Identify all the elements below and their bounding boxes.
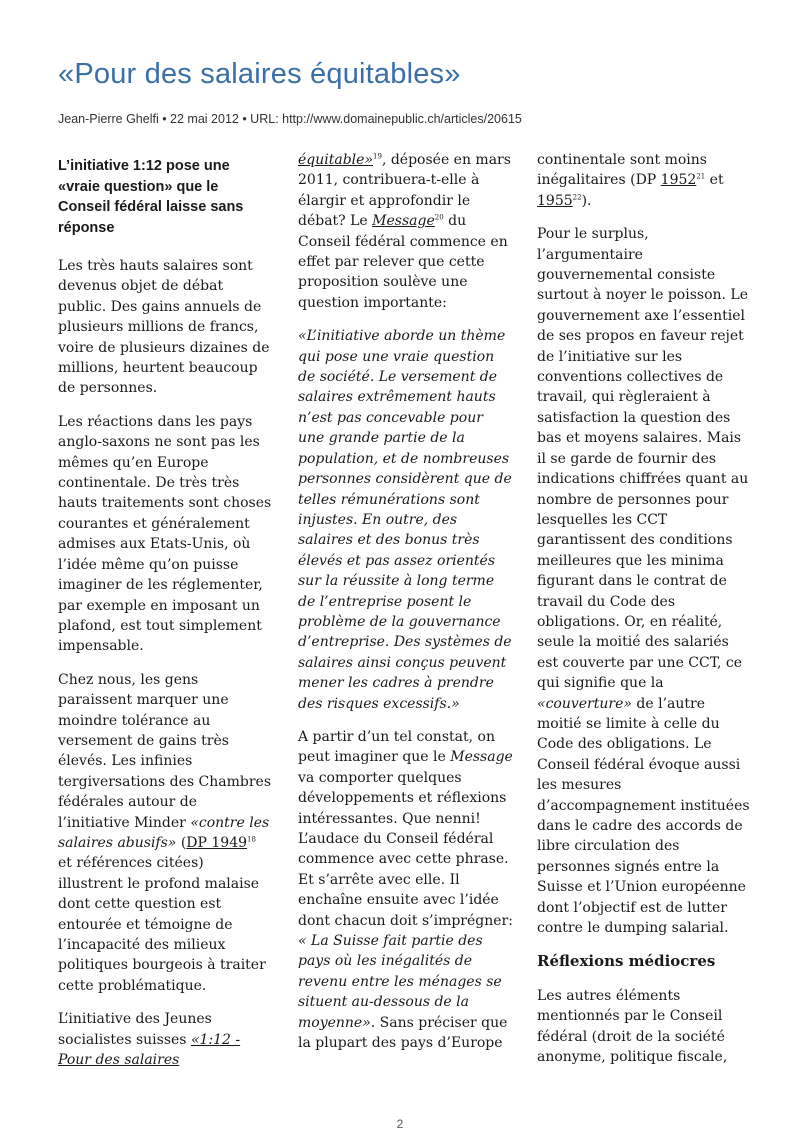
paragraph: Les autres éléments mentionnés par le Conseil fédéral (droit de la société anonyme, politique fiscale,	[537, 987, 728, 1066]
text: A partir d’un tel constat, on peut imaginer que le	[298, 728, 495, 766]
paragraph: Les réactions dans les pays anglo-saxons ne sont pas les mêmes qu’en Europe continentale. De très très hauts traitements sont choses courantes et généralement admises aux Etats-Unis, où l’idée même qu’on puisse imaginer de les réglementer, par exemple en imposant un plafond, est tout simplement impensable.	[58, 413, 272, 655]
lead-heading: L’initiative 1:12 pose une «vraie question» que le Conseil fédéral laisse sans réponse	[58, 158, 244, 236]
block-quote: «L’initiative aborde un thème qui pose une vraie question de société. Le versement de salaires extrêmement hauts n’est pas concevable pour une grande partie de la population, et de nombreuses personnes considèrent que de telles rémunérations sont injustes. En outre, des salaires et des bonus très élevés et pas assez orientés sur la réussite à long terme de l’entreprise posent le problème de la gouvernance d’entreprise. Des systèmes de salaires ainsi conçus peuvent mener les cadres à prendre des risques excessifs.»	[298, 328, 512, 712]
paragraph	[298, 150, 513, 313]
text: , déposée en mars 2011, contribuera-t-elle à élargir et approfondir le débat? Le	[298, 152, 511, 230]
footnote-ref[interactable]: 22	[572, 193, 582, 202]
initiative-link[interactable]: «1:12 - Pour des salaires	[58, 1031, 241, 1069]
column-1	[58, 156, 273, 1083]
emphasis: Message	[450, 749, 513, 766]
paragraph	[58, 670, 273, 997]
dp-1952-link[interactable]: 1952	[660, 172, 697, 189]
text: du Conseil fédéral commence en effet par relever que cette proposition soulève une question importante:	[298, 213, 508, 311]
paragraph	[537, 150, 752, 211]
footnote-ref[interactable]: 18	[247, 835, 256, 844]
paragraph: Les très hauts salaires sont devenus objet de débat public. Des gains annuels de plusieurs millions de francs, voire de plusieurs dizaines de millions, heurtent beaucoup de personnes.	[58, 258, 270, 397]
column-3	[537, 150, 752, 1080]
initiative-link-cont[interactable]: équitable»	[298, 152, 374, 168]
text: Sans préciser que la plupart des pays d’Europe	[298, 1014, 508, 1052]
dp-1955-link[interactable]: 1955	[537, 192, 573, 209]
footnote-ref[interactable]: 19	[373, 152, 382, 161]
dp-1949-link[interactable]: DP 1949	[186, 834, 248, 851]
paragraph	[298, 727, 513, 1054]
paragraph	[537, 224, 752, 938]
text: va comporter quelques développements et réflexions intéressantes. Que nenni! L’audace du Conseil fédéral commence avec cette phrase. Et s’arrête avec elle. Il enchaîne ensuite avec l’idée dont chacun doit s’imprégner:	[298, 769, 513, 929]
footnote-ref[interactable]: 21	[696, 172, 706, 181]
column-2	[298, 150, 513, 1066]
text: Pour le surplus, l’argumentaire gouvernemental consiste surtout à noyer le poisson. Le gouvernement axe l’essentiel de ses propos en faveur rejet de l’initiative sur les conventions collectives de travail, qui règleraient à satisfaction la question des bas et moyens salaires. Mais il se garde de fournir des indications chiffrées quant au nombre de personnes pour lesquelles les CCT garantissent des conditions meilleures que les minima figurant dans le contrat de travail du Code des obligations. Or, en réalité, seule la moitié des salariés est couverte par une CCT, ce qui signifie que la	[537, 226, 749, 692]
text: ).	[581, 192, 592, 209]
text: (	[176, 834, 187, 851]
text: continentale sont moins inégalitaires (DP	[537, 152, 707, 189]
emphasis: «contre les salaires abusifs»	[58, 814, 270, 851]
section-heading: Réflexions médiocres	[537, 952, 716, 971]
text: L’initiative des Jeunes socialistes suisses	[58, 1011, 212, 1048]
paragraph	[58, 1009, 273, 1070]
emphasis: «couverture»	[537, 695, 632, 712]
text: Chez nous, les gens paraissent marquer une moindre tolérance au versement de gains très élevés. Les infinies tergiversations des Chambres fédérales autour de l’initiative Minder	[58, 671, 272, 831]
text: et références citées) illustrent le profond malaise dont cette question est entourée et témoigne de l’incapacité des milieux politiques bourgeois à traiter cette problématique.	[58, 855, 266, 994]
page-number: 2	[396, 1117, 404, 1131]
byline: Jean-Pierre Ghelfi • 22 mai 2012 • URL: http://www.domainepublic.ch/articles/20615	[58, 112, 522, 126]
text: et	[705, 172, 724, 189]
footnote-ref[interactable]: 20	[434, 213, 444, 222]
text: de l’autre moitié se limite à celle du Code des obligations. Le Conseil fédéral évoque aussi les mesures d’accompagnement instituées dans le cadre des accords de libre circulation des personnes signés entre la Suisse et l’Union européenne dont l’objectif est de lutter contre le dumping salarial.	[537, 695, 750, 937]
inline-quote: « La Suisse fait partie des pays où les inégalités de revenu entre les ménages se situent au-dessous de la moyenne».	[298, 933, 502, 1031]
message-link[interactable]: Message	[372, 213, 435, 230]
page-title: «Pour des salaires équitables»	[58, 58, 461, 90]
